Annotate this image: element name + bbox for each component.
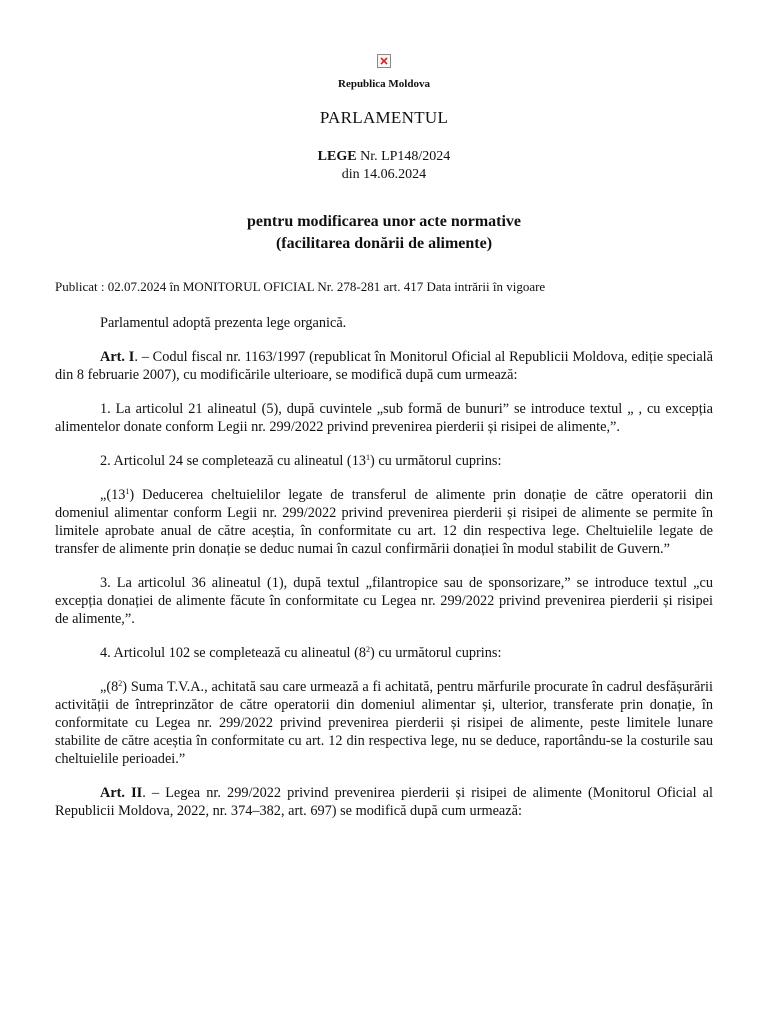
point-1: 1. La articolul 21 alineatul (5), după cuvintele „sub formă de bunuri” se introduce textul „ , cu excepția alimentelor donate conform Legii nr. 299/2022 privind prevenirea pierderii și risipei de alimente,”. — [55, 401, 713, 435]
article-2 — [55, 784, 713, 820]
quote-13-pre: „(13 — [100, 487, 126, 503]
point-4-sup: 2 — [366, 645, 370, 654]
law-type: LEGE — [317, 149, 357, 164]
quote-8-sup: 2 — [118, 679, 123, 688]
quote-13-post: ) Deducerea cheltuielilor legate de transferul de alimente prin donație de către operatorii din domeniul alimentar conform Legii nr. 299/2022 privind prevenirea pierderii și risipei de alimente se permite în limitele aprobate anual de către aceștia, în conformitate cu art. 12 din respectiva lege. Cheltuielile legate de transfer de alimente prin donație se deduc numai în cazul confirmării donației în modul stabilit de Guvern.” — [55, 487, 713, 557]
point-2-pre: 2. Articolul 24 se completează cu alineatul (13 — [100, 453, 366, 469]
article-2-text: . – Legea nr. 299/2022 privind prevenirea pierderii și risipei de alimente (Monitorul Oficial al Republicii Moldova, 2022, nr. 374–382, art. 697) se modifică după cum urmează: — [55, 785, 713, 819]
article-1-text: . – Codul fiscal nr. 1163/1997 (republicat în Monitorul Oficial al Republicii Moldova, ediție specială din 8 februarie 2007), cu modificările ulterioare, se modifică după cum urmează: — [55, 349, 713, 383]
institution-name: PARLAMENTUL — [319, 108, 449, 127]
quote-8-post: ) Suma T.V.A., achitată sau care urmează a fi achitată, pentru mărfurile procurate în cadrul desfășurării activității de întreprinzător de către operatorii din domeniul alimentar și, ulterior, transferate prin donație, în conformitate cu Legea nr. 299/2022 privind prevenirea pierderii și risipei de alimente, peste limitele lunare stabilite de către aceștia în conformitate cu art. 12 din respectiva lege, nu se deduce, raportându-se la costurile sau cheltuielile perioadei.” — [55, 679, 713, 767]
broken-image-icon — [377, 54, 391, 68]
country-name: Republica Moldova — [338, 78, 430, 90]
article-1-label: Art. I — [100, 349, 135, 365]
point-2 — [55, 452, 713, 470]
quote-8-2 — [55, 678, 713, 768]
quote-8-pre: „(8 — [100, 679, 119, 695]
article-1 — [55, 348, 713, 384]
law-title-line1: pentru modificarea unor acte normative — [246, 213, 522, 230]
point-3: 3. La articolul 36 alineatul (1), după textul „filantropice sau de sponsorizare,” se introduce textul „cu excepția donației de alimente făcute în conformitate cu Legea nr. 299/2022 privind prevenirea pierderii și risipei de alimente,”. — [55, 575, 713, 627]
law-title-line2: (facilitarea donării de alimente) — [275, 235, 493, 252]
point-2-sup: 1 — [366, 453, 370, 462]
point-4 — [55, 644, 713, 662]
point-4-post: ) cu următorul cuprins: — [370, 645, 502, 661]
publication-info: Publicat : 02.07.2024 în MONITORUL OFICIAL Nr. 278-281 art. 417 Data intrării în vigoare — [55, 279, 546, 294]
article-2-label: Art. II — [100, 785, 143, 801]
law-body — [55, 314, 713, 836]
law-number: Nr. LP148/2024 — [360, 149, 451, 164]
quote-13-sup: 1 — [125, 487, 130, 496]
quote-13-1 — [55, 486, 713, 558]
law-number-line — [0, 148, 768, 166]
intro-paragraph: Parlamentul adoptă prezenta lege organică. — [100, 315, 347, 331]
close-x-icon — [380, 57, 388, 65]
point-2-post: ) cu următorul cuprins: — [370, 453, 502, 469]
point-4-pre: 4. Articolul 102 se completează cu alineatul (8 — [100, 645, 366, 661]
law-title — [0, 211, 768, 255]
law-identifier — [0, 148, 768, 184]
law-date: din 14.06.2024 — [341, 167, 427, 182]
